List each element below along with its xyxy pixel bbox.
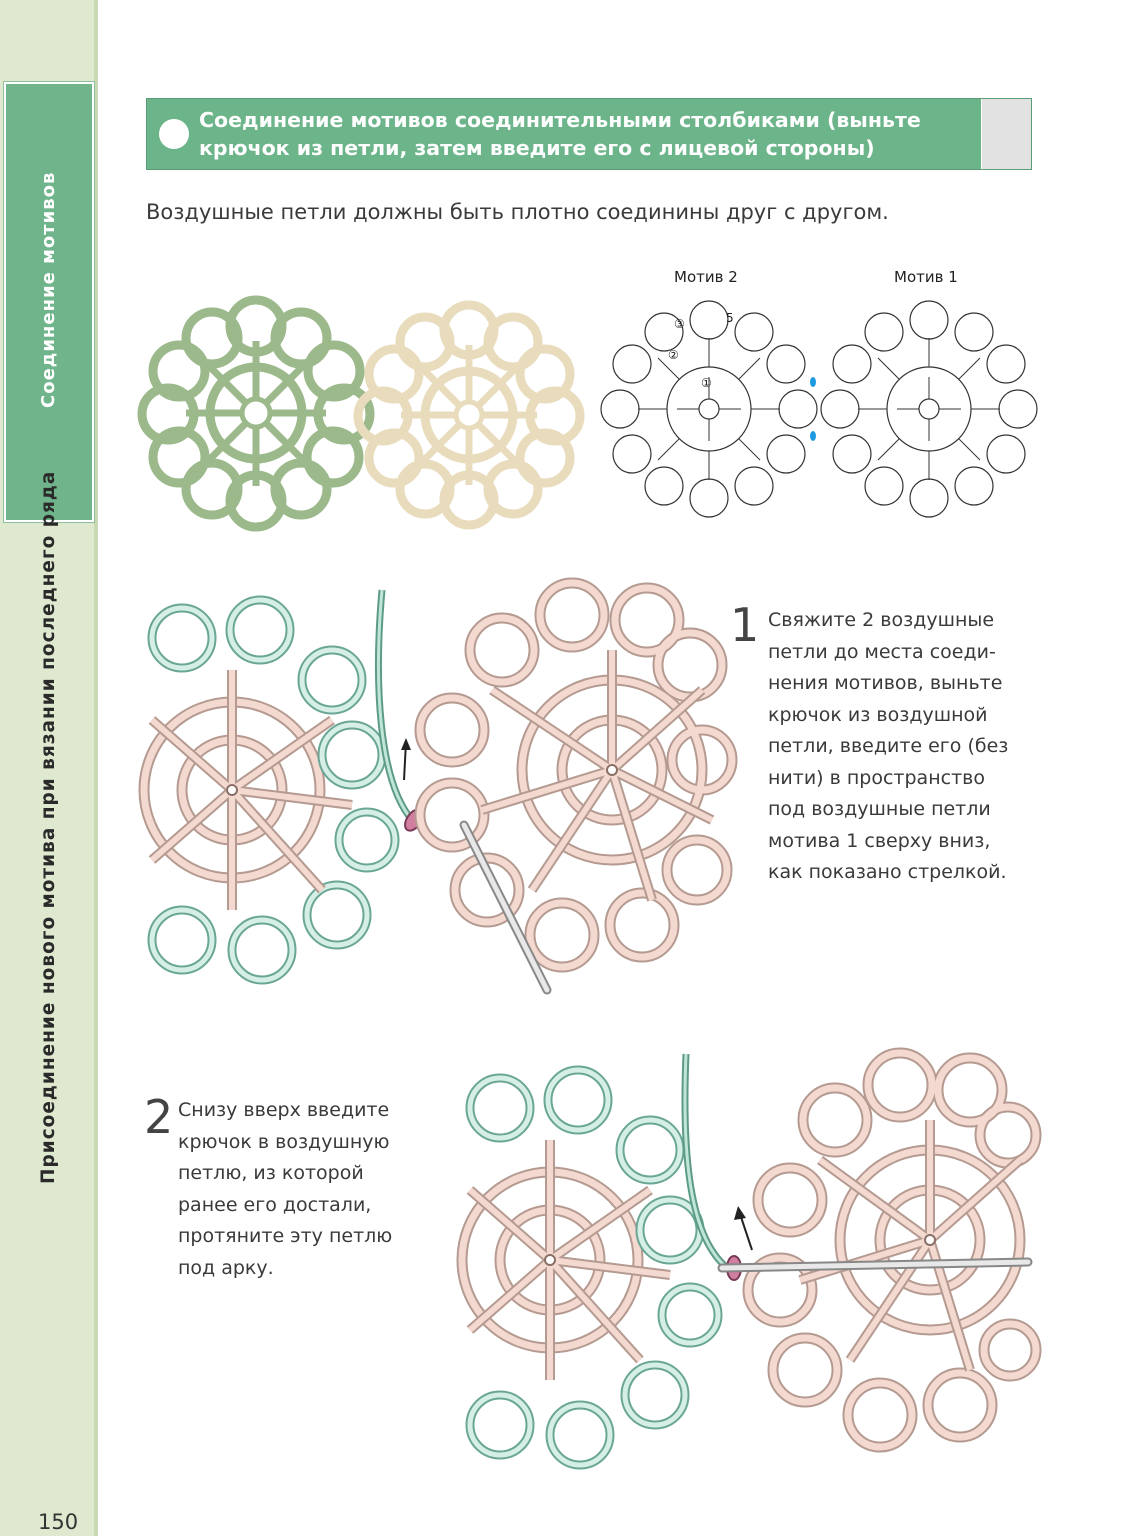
section-label: Соединение мотивов [38, 171, 59, 408]
step1-illustration [142, 580, 716, 1000]
row-marker-2: ② [668, 348, 679, 362]
chapter-label: Присоединение нового мотива при вязании последнего ряда [38, 470, 59, 1184]
section-title: Соединение мотивов соединительными столбиками (выньте крючок из петли, затем введите его с лицевой стороны) [199, 108, 921, 160]
row-marker-3: ③ [674, 317, 685, 331]
page-number: 150 [38, 1510, 79, 1534]
step2-illustration [460, 1050, 1032, 1490]
chart-motif-2 [598, 298, 820, 520]
chart-motif-1 [818, 298, 1040, 520]
step2-text: Снизу вверх введите крючок в воздушную петлю, из которой ранее его достали, протяните эту петлю под арку. [178, 1099, 393, 1279]
motif-photo-cream [352, 300, 586, 530]
section-header [146, 98, 1032, 170]
step1-number: 1 [730, 598, 760, 652]
header-tab [981, 99, 1031, 169]
motif1-label: Мотив 1 [894, 268, 958, 286]
side-band-border [94, 0, 98, 1536]
bullet-icon [159, 119, 189, 149]
row-marker-5: 5 [726, 311, 734, 325]
step2-number: 2 [144, 1090, 174, 1144]
row-marker-1: ① [701, 376, 712, 390]
motif2-label: Мотив 2 [674, 268, 738, 286]
motif-photo-green [136, 296, 376, 530]
step1-text: Свяжите 2 воздушные петли до места соеди- нения мотивов, выньте крючок из воздушной петли, введите его (без нити) в пространство под воздушные петли мотива 1 сверху вниз, как показано стрелкой. [768, 609, 1009, 883]
intro-text: Воздушные петли должны быть плотно соединины друг с другом. [146, 200, 889, 224]
